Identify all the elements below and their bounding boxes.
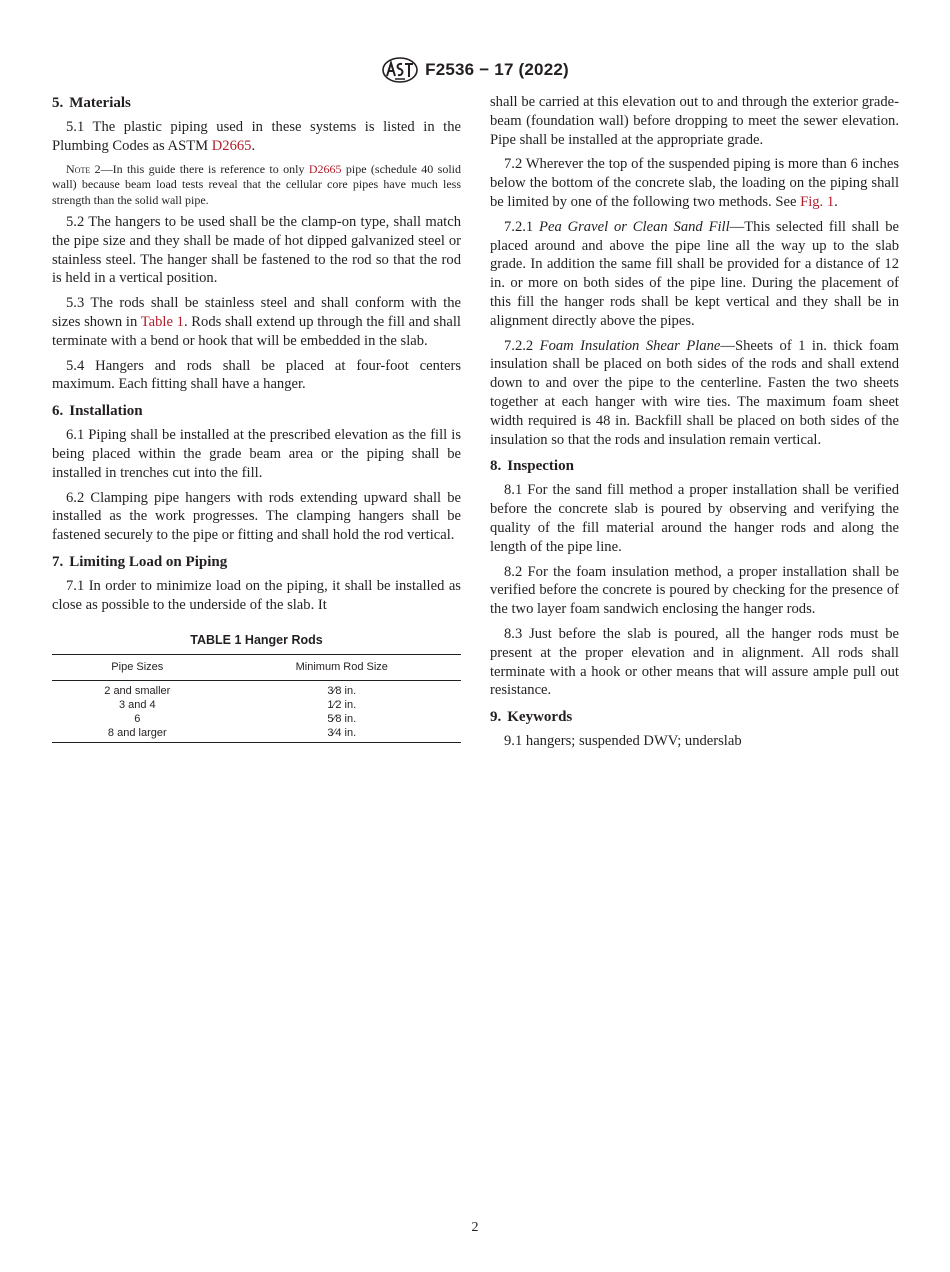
paragraph-5-4: 5.4 Hangers and rods shall be placed at four-foot centers maximum. Each fitting shall have a hanger. bbox=[52, 357, 461, 393]
table-row bbox=[52, 698, 461, 712]
table-cell: 6 bbox=[134, 713, 141, 726]
section-5-materials bbox=[52, 93, 461, 394]
page-header bbox=[0, 56, 950, 89]
astm-logo-icon bbox=[381, 56, 419, 84]
section-7-continued bbox=[490, 93, 899, 449]
hanger-rods-table bbox=[52, 654, 461, 743]
right-column bbox=[490, 93, 899, 758]
table-row bbox=[52, 681, 461, 699]
paragraph-8-2: 8.2 For the foam insulation method, a proper installation shall be verified before the concrete is poured by checking for the presence of the two layer foam sandwich enclosing the hanger rods. bbox=[490, 563, 899, 618]
section-heading: 7. Limiting Load on Piping bbox=[52, 554, 228, 571]
page-number: 2 bbox=[471, 1220, 479, 1235]
paragraph-9-1: 9.1 hangers; suspended DWV; underslab bbox=[504, 733, 742, 750]
link-d2665-note[interactable]: D2665 bbox=[308, 161, 342, 176]
table-cell: 3⁄4 in. bbox=[223, 726, 461, 743]
section-heading: 8. Inspection bbox=[490, 458, 574, 475]
paragraph-5-1: 5.1 The plastic piping used in these systems is listed in the Plumbing Codes as ASTM D2665. bbox=[52, 119, 461, 154]
table-1-hanger-rods bbox=[52, 631, 461, 744]
table-cell: 5⁄8 in. bbox=[327, 713, 357, 726]
paragraph-6-2: 6.2 Clamping pipe hangers with rods extending upward shall be installed as the work progresses. The clamping hangers shall be fastened securely to the pipe or fitting and shall hold the rod vertical. bbox=[52, 489, 461, 544]
table-cell: 2 and smaller bbox=[104, 685, 171, 698]
paragraph-7-1-continued: shall be carried at this elevation out to and through the exterior grade-beam (foundation wall) before dropping to meet the sewer elevation. Pipe shall be installed at the appropriate grade. bbox=[490, 94, 899, 148]
table-cell: 1⁄2 in. bbox=[327, 699, 357, 712]
paragraph-7-2: 7.2 Wherever the top of the suspended piping is more than 6 inches below the bottom of the concrete slab, the loading on the piping shall be limited by one of the following two methods. See Fig. 1. bbox=[490, 156, 899, 210]
section-7-limiting-load bbox=[52, 552, 461, 615]
section-8-inspection bbox=[490, 456, 899, 700]
note-2: Note 2—In this guide there is reference to only D2665 pipe (schedule 40 solid wall) because beam load tests reveal that the cellular core pipes have much less strength than the solid wall pipe. bbox=[52, 161, 461, 207]
table-cell: 3 and 4 bbox=[118, 699, 156, 712]
section-6-installation bbox=[52, 401, 461, 545]
section-heading: 5. Materials bbox=[52, 95, 131, 111]
table-title: TABLE 1 Hanger Rods bbox=[190, 632, 323, 647]
section-heading: 6. Installation bbox=[52, 403, 143, 420]
column-header: Minimum Rod Size bbox=[223, 655, 461, 681]
link-fig-1[interactable]: Fig. 1 bbox=[800, 193, 835, 210]
document-id: F2536 − 17 (2022) bbox=[425, 60, 569, 79]
paragraph-7-2-2: 7.2.2 Foam Insulation Shear Plane—Sheets of 1 in. thick foam insulation shall be placed on both sides of the rods and shall extend down to and over the pipe to the centerline. Fasten the two sheets together at each hanger with wire ties. The maximum foam sheet width required is 48 in. Backfill shall be placed on both sides of the insulation so that the rods and insulation remain vertical. bbox=[490, 337, 899, 448]
column-header: Pipe Sizes bbox=[52, 655, 223, 681]
paragraph-7-2-1: 7.2.1 Pea Gravel or Clean Sand Fill—This selected fill shall be placed around and above the pipe line all the way up to the slab grade. In addition the same fill shall be provided for a distance of 12 in. or more on both sides of the pipe line. During the placement of this fill the hanger rods shall be kept vertical and they shall be in alignment directly above the pipes. bbox=[490, 218, 899, 329]
table-row bbox=[52, 712, 461, 726]
table-cell: 8 and larger bbox=[52, 726, 223, 743]
paragraph-8-1: 8.1 For the sand fill method a proper installation shall be verified before the concrete slab is poured by observing and verifying the quality of the fill material around the hanger rods and along the length of the pipe line. bbox=[490, 482, 899, 555]
paragraph-8-3: 8.3 Just before the slab is poured, all the hanger rods must be present at the proper elevation and in alignment. All rods shall terminate with a hook or other means that will assure ample pull out resistance. bbox=[490, 625, 899, 699]
section-9-keywords bbox=[490, 707, 899, 751]
paragraph-5-3: 5.3 The rods shall be stainless steel and shall conform with the sizes shown in Table 1. Rods shall extend up through the fill and shall terminate with a bend or hook that will be embedded in the slab. bbox=[52, 295, 461, 349]
table-row bbox=[52, 726, 461, 743]
link-d2665[interactable]: D2665 bbox=[211, 137, 252, 154]
paragraph-7-1: 7.1 In order to minimize load on the piping, it shall be installed as close as possible to the underside of the slab. It bbox=[52, 578, 461, 613]
paragraph-6-1: 6.1 Piping shall be installed at the prescribed elevation as the fill is being placed within the grade beam area or the piping shall be installed in trenches cut into the fill. bbox=[52, 427, 461, 481]
section-heading: 9. Keywords bbox=[490, 709, 573, 726]
paragraph-5-2: 5.2 The hangers to be used shall be the clamp-on type, shall match the pipe size and they shall be made of hot dipped galvanized steel or stainless steel. The hanger shall be fastened to the rod so that the rod is held in a vertical position. bbox=[52, 214, 461, 287]
left-column bbox=[52, 93, 461, 743]
table-cell: 3⁄8 in. bbox=[327, 685, 357, 698]
link-table-1[interactable]: Table 1 bbox=[140, 314, 184, 331]
